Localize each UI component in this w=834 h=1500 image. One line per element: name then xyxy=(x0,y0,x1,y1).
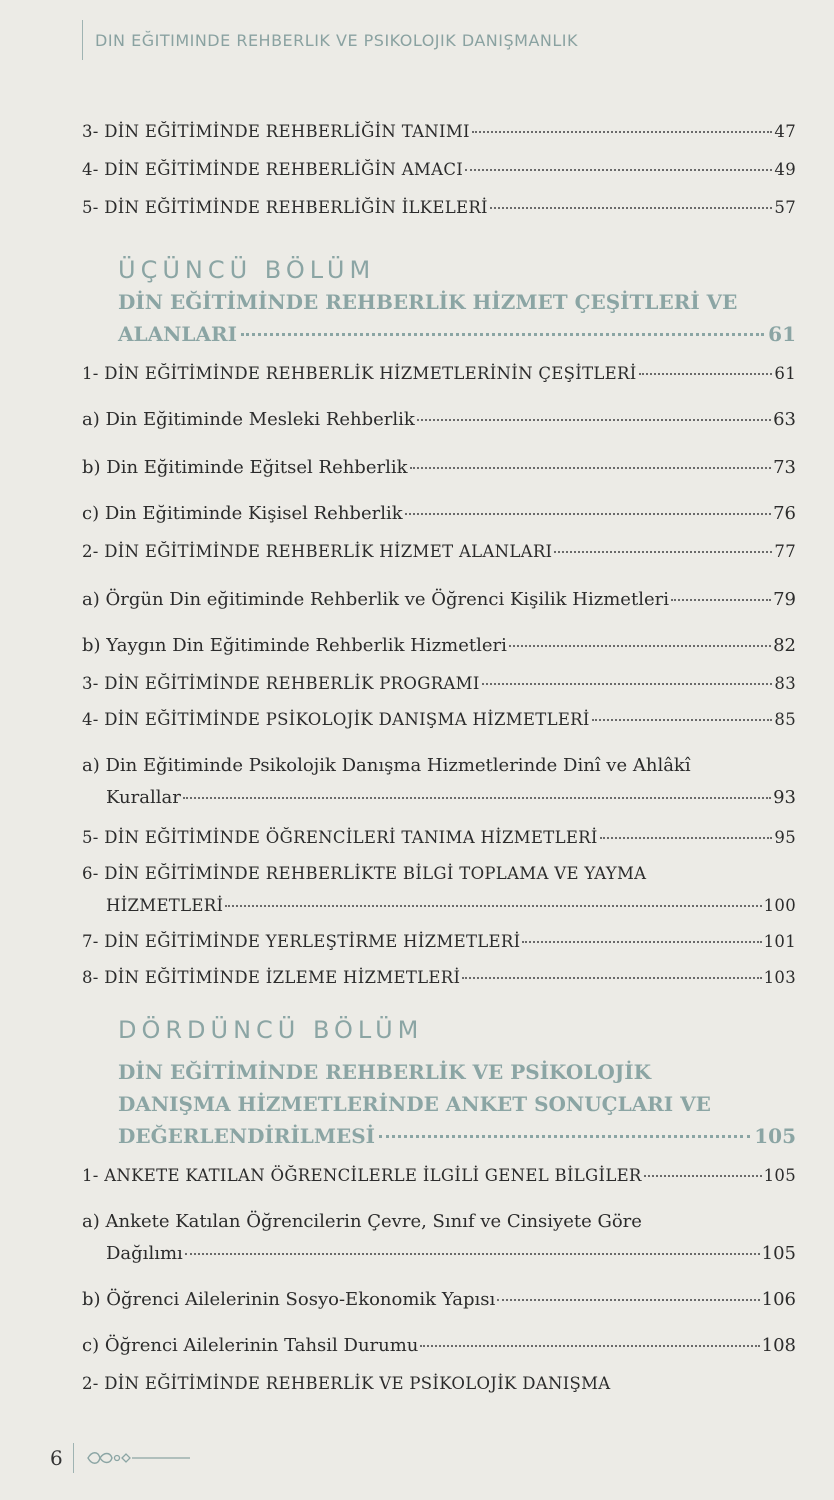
toc-entry xyxy=(106,1242,796,1266)
toc-entry-page: 108 xyxy=(761,1335,796,1356)
dot-leader xyxy=(490,207,773,209)
running-header xyxy=(82,20,578,60)
dot-leader xyxy=(509,645,771,647)
dot-leader xyxy=(183,797,771,799)
toc-entry xyxy=(82,966,796,990)
toc-entry-page: 101 xyxy=(763,932,796,951)
toc-entry-label: 8- DİN EĞİTİMİNDE İZLEME HİZMETLERİ xyxy=(82,968,461,987)
toc-entry xyxy=(82,672,796,696)
toc-entry-page: 57 xyxy=(774,198,796,217)
toc-entry-page: 63 xyxy=(773,409,796,430)
toc-entry xyxy=(82,1164,796,1188)
toc-entry-label: 4- DİN EĞİTİMİNDE PSİKOLOJİK DANIŞMA HİZMETLERİ xyxy=(82,710,590,729)
toc-entry-line: 2- DİN EĞİTİMİNDE REHBERLİK VE PSİKOLOJİK DANIŞMA xyxy=(82,1374,611,1393)
toc-entry xyxy=(82,196,796,220)
dot-leader xyxy=(472,131,773,133)
toc-entry-line: 6- DİN EĞİTİMİNDE REHBERLİKTE BİLGİ TOPLAMA VE YAYMA xyxy=(82,864,647,883)
dot-leader xyxy=(554,551,772,553)
dot-leader xyxy=(465,169,772,171)
dot-leader xyxy=(671,599,771,601)
toc-entry xyxy=(82,930,796,954)
part-title: DİN EĞİTİMİNDE REHBERLİK HİZMET ÇEŞİTLERİ VE xyxy=(118,290,738,314)
toc-entry-page: 93 xyxy=(773,787,796,808)
toc-entry-page: 61 xyxy=(774,364,796,383)
dot-leader xyxy=(410,467,772,469)
toc-entry-label: b) Din Eğitiminde Eğitsel Rehberlik xyxy=(82,457,408,478)
toc-entry xyxy=(82,588,796,612)
dot-leader xyxy=(639,373,773,375)
toc-entry xyxy=(82,362,796,386)
toc-entry-label: 4- DİN EĞİTİMİNDE REHBERLİĞİN AMACI xyxy=(82,160,464,179)
part-heading: DÖRDÜNCÜ BÖLÜM xyxy=(118,1016,424,1044)
toc-entry-label: 5- DİN EĞİTİMİNDE REHBERLİĞİN İLKELERİ xyxy=(82,198,488,217)
toc-entry-page: 103 xyxy=(763,968,796,987)
toc-entry-page: 100 xyxy=(763,896,796,915)
toc-entry-line: a) Din Eğitiminde Psikolojik Danışma Hizmetlerinde Dinî ve Ahlâkî xyxy=(82,755,691,776)
toc-entry-label: Kurallar xyxy=(106,787,181,808)
dot-leader xyxy=(522,941,761,943)
toc-entry-label: Dağılımı xyxy=(106,1243,183,1264)
dot-leader xyxy=(497,1299,759,1301)
toc-entry-label: 3- DİN EĞİTİMİNDE REHBERLİK PROGRAMI xyxy=(82,674,480,693)
toc-entry-page: 76 xyxy=(773,503,796,524)
toc-entry xyxy=(82,540,796,564)
toc-entry xyxy=(82,158,796,182)
toc-entry-page: 105 xyxy=(761,1243,796,1264)
toc-entry xyxy=(82,1334,796,1358)
toc-entry-page: 95 xyxy=(774,828,796,847)
toc-entry-page: 49 xyxy=(774,160,796,179)
part-title-page: 61 xyxy=(768,322,796,346)
dot-leader xyxy=(241,333,764,336)
part-title-label: DEĞERLENDİRİLMESİ xyxy=(118,1124,376,1148)
toc-entry-page: 85 xyxy=(774,710,796,729)
toc-entry-label: 7- DİN EĞİTİMİNDE YERLEŞTİRME HİZMETLERİ xyxy=(82,932,521,951)
toc-entry xyxy=(82,120,796,144)
toc-entry xyxy=(82,826,796,850)
ornament-icon xyxy=(84,1448,194,1468)
toc-entry-page: 47 xyxy=(774,122,796,141)
dot-leader xyxy=(379,1135,750,1138)
part-title-entry xyxy=(118,320,796,348)
toc-entry-label: HİZMETLERİ xyxy=(106,896,224,915)
toc-entry-label: c) Öğrenci Ailelerinin Tahsil Durumu xyxy=(82,1335,419,1356)
toc-entry-label: 1- DİN EĞİTİMİNDE REHBERLİK HİZMETLERİNİN ÇEŞİTLERİ xyxy=(82,364,637,383)
toc-entry xyxy=(82,634,796,658)
toc-entry-page: 73 xyxy=(773,457,796,478)
part-title-label: ALANLARI xyxy=(118,322,237,346)
toc-entry-label: b) Öğrenci Ailelerinin Sosyo-Ekonomik Yapısı xyxy=(82,1289,496,1310)
part-title: DİN EĞİTİMİNDE REHBERLİK VE PSİKOLOJİK xyxy=(118,1060,651,1084)
toc-entry-label: c) Din Eğitiminde Kişisel Rehberlik xyxy=(82,503,403,524)
toc-entry-page: 83 xyxy=(774,674,796,693)
toc-entry xyxy=(82,502,796,526)
toc-entry xyxy=(82,1288,796,1312)
footer-divider xyxy=(73,1443,74,1473)
page-footer xyxy=(50,1440,194,1476)
toc-entry xyxy=(82,708,796,732)
part-title-page: 105 xyxy=(754,1124,796,1148)
toc-entry-label: 3- DİN EĞİTİMİNDE REHBERLİĞİN TANIMI xyxy=(82,122,470,141)
dot-leader xyxy=(644,1175,762,1177)
part-title-entry xyxy=(118,1122,796,1150)
running-title: DIN EĞITIMINDE REHBERLIK VE PSIKOLOJIK DANIŞMANLIK xyxy=(95,30,578,50)
toc-entry-page: 105 xyxy=(763,1166,796,1185)
toc-entry-page: 106 xyxy=(761,1289,796,1310)
toc-entry-page: 79 xyxy=(773,589,796,610)
dot-leader xyxy=(225,905,761,907)
toc-entry-label: 1- ANKETE KATILAN ÖĞRENCİLERLE İLGİLİ GENEL BİLGİLER xyxy=(82,1166,642,1185)
dot-leader xyxy=(417,419,771,421)
toc-entry-label: b) Yaygın Din Eğitiminde Rehberlik Hizmetleri xyxy=(82,635,507,656)
toc-entry-page: 77 xyxy=(774,542,796,561)
toc-entry-label: 2- DİN EĞİTİMİNDE REHBERLİK HİZMET ALANLARI xyxy=(82,542,553,561)
toc-entry-line: a) Ankete Katılan Öğrencilerin Çevre, Sınıf ve Cinsiyete Göre xyxy=(82,1211,642,1232)
toc-entry-label: a) Din Eğitiminde Mesleki Rehberlik xyxy=(82,409,415,430)
page-number: 6 xyxy=(50,1446,63,1470)
dot-leader xyxy=(405,513,771,515)
dot-leader xyxy=(420,1345,759,1347)
toc-entry xyxy=(82,456,796,480)
part-title: DANIŞMA HİZMETLERİNDE ANKET SONUÇLARI VE xyxy=(118,1092,711,1116)
toc-entry-label: a) Örgün Din eğitiminde Rehberlik ve Öğrenci Kişilik Hizmetleri xyxy=(82,589,669,610)
toc-entry-label: 5- DİN EĞİTİMİNDE ÖĞRENCİLERİ TANIMA HİZMETLERİ xyxy=(82,828,598,847)
toc-entry xyxy=(82,408,796,432)
dot-leader xyxy=(592,719,773,721)
toc-entry-page: 82 xyxy=(773,635,796,656)
part-heading: ÜÇÜNCÜ BÖLÜM xyxy=(118,256,376,284)
dot-leader xyxy=(185,1253,760,1255)
toc-entry xyxy=(106,894,796,918)
toc-entry xyxy=(106,786,796,810)
dot-leader xyxy=(482,683,773,685)
dot-leader xyxy=(600,837,773,839)
dot-leader xyxy=(462,977,761,979)
